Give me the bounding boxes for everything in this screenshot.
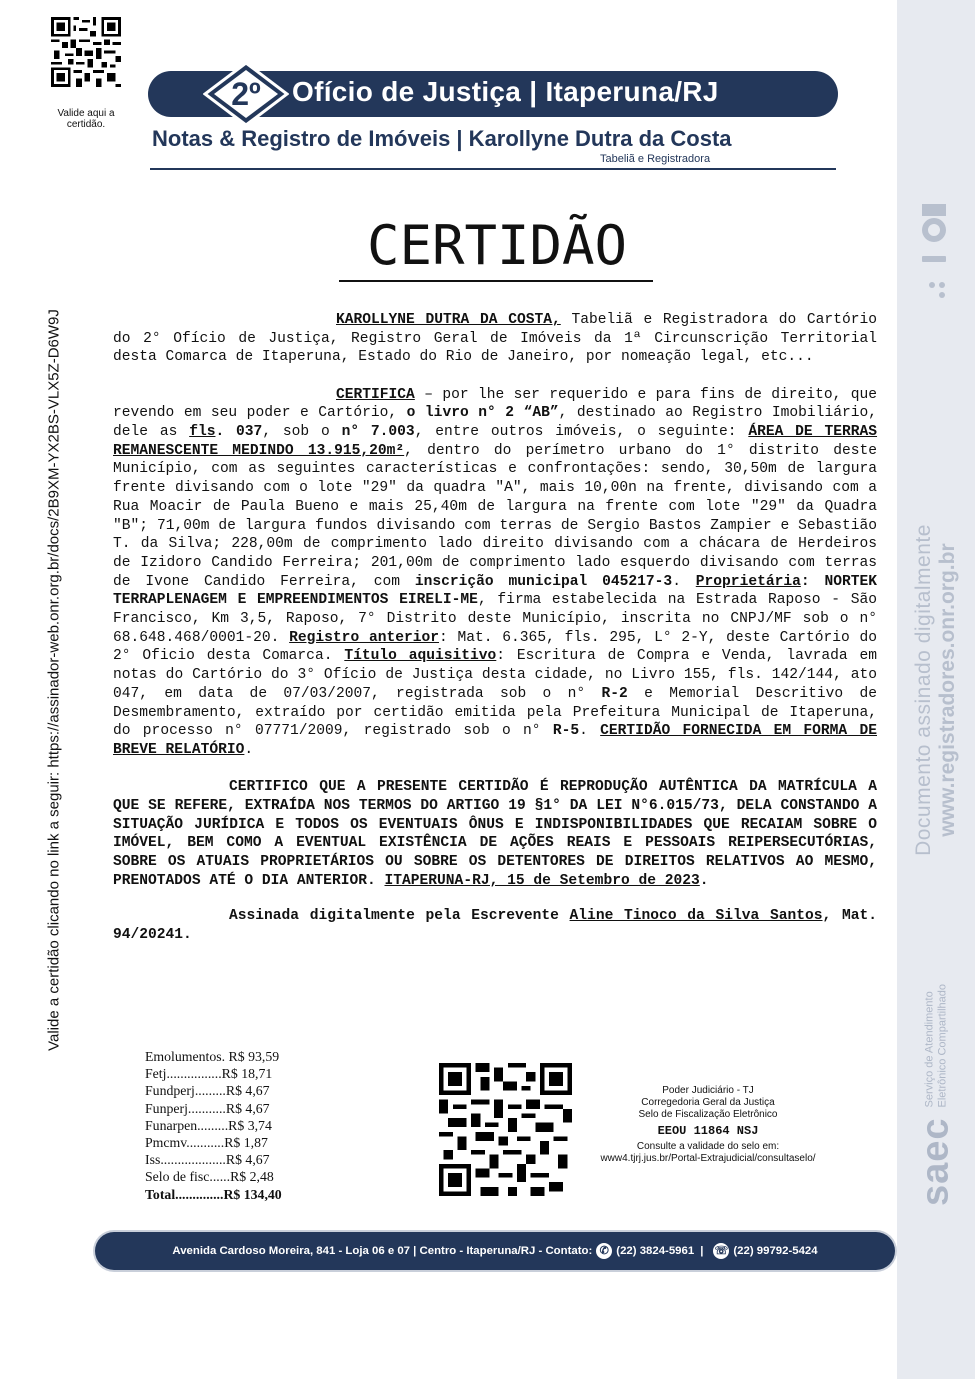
fee-label: Funperj........... [145, 1100, 226, 1116]
fee-value: R$ 2,48 [230, 1169, 274, 1185]
fee-value: R$ 18,71 [221, 1066, 273, 1082]
proprietaria-label: Proprietária [695, 573, 801, 590]
fee-row [145, 1100, 282, 1117]
fls-value: . 037 [215, 424, 263, 441]
header-divider [150, 168, 836, 170]
paragraph-intro [113, 311, 877, 367]
intro-text: Tabeliã e Registradora do Cartório do 2° Ofício de Justiça, Registro Geral de Imóveis da 1ª Circunscrição Territorial desta Comarca de Itaperuna, Estado do Rio de Janeiro, por nomeação legal, etc... [113, 312, 877, 366]
qr-caption: Valide aqui a certidão. [57, 108, 115, 130]
fee-label: Fundperj......... [145, 1083, 226, 1099]
text-span: : Mat. 6.365, fls. 295, L° 2-Y, deste Cartório do 2° Oficio desta Comarca. [113, 629, 877, 665]
footer-separator: | [700, 1245, 704, 1257]
qr-code-selo[interactable] [439, 1063, 572, 1196]
fee-label: Total.............. [145, 1186, 224, 1202]
fee-total-row [145, 1186, 282, 1203]
selo-code: EEOU 11864 NSJ [657, 1124, 759, 1138]
fee-value: R$ 3,74 [228, 1117, 272, 1133]
fee-label: Funarpen......... [145, 1117, 229, 1133]
selo-line3: Selo de Fiscalização Eletrônico [638, 1109, 778, 1120]
text-span: , sob o [262, 424, 342, 441]
fee-row [145, 1134, 282, 1151]
digital-signature-notice [912, 524, 960, 856]
certificate-body [113, 311, 877, 963]
breve-relatorio: CERTIDÃO FORNECIDA EM FORMA DE BREVE RELATÓRIO [113, 723, 877, 758]
titulo-aquisitivo-label: Título aquisitivo [344, 648, 497, 665]
document-title: CERTIDÃO [366, 214, 628, 277]
badge-text: 2º [231, 76, 261, 112]
certifico-text: CERTIFICO QUE A PRESENTE CERTIDÃO É REPRODUÇÃO AUTÊNTICA DA MATRÍCULA A QUE SE REFERE, EXTRAÍDA NOS TERMOS DO ARTIGO 19 §1° DA LEI N°6.015/73, DELA CONSTANDO A SITUAÇÃO JURÍDICA E TODOS OS EVENTUAIS ÔNUS E INDISPONIBILIDADES QUE RECAIAM SOBRE O IMÓVEL, BEM COMO A EVENTUAL EXISTÊNCIA DE AÇÕES REAIS E PESSOAIS REIPERSECUTÓRIAS, SOBRE OS ATUAIS PROPRIETÁRIOS OU SOBRE OS DETENTORES DE DIREITOS RELATIVOS AO MESMO, PRENOTADOS ATÉ O DIA ANTERIOR. [113, 779, 877, 889]
fee-row [145, 1065, 282, 1082]
owner-company: NORTEK TERRAPLENAGEM E EMPREENDIMENTOS EIRELI-ME [113, 573, 878, 609]
registrar-name: KAROLLYNE DUTRA DA COSTA, [336, 312, 561, 328]
fee-label: Fetj................ [145, 1066, 222, 1082]
registro-anterior-label: Registro anterior [289, 629, 440, 646]
saec-label: saec [914, 1117, 957, 1207]
fee-value: R$ 4,67 [225, 1100, 270, 1116]
footer-phone2[interactable]: (22) 99792-5424 [733, 1245, 818, 1257]
fee-row [145, 1151, 282, 1168]
onr-logo [898, 196, 974, 306]
digital-signature-line1: Documento assinado digitalmente [912, 524, 935, 856]
fee-value: R$ 4,67 [225, 1083, 270, 1099]
role-label: Tabeliã e Registradora [600, 153, 711, 165]
matricula-number: n° 7.003 [341, 424, 415, 441]
text-span: , entre outros imóveis, o seguinte: [414, 424, 749, 441]
phone-icon: ✆ [596, 1243, 612, 1259]
selo-info [580, 1085, 836, 1165]
selo-url[interactable]: www4.tjrj.jus.br/Portal-Extrajudicial/consultaselo/ [600, 1153, 816, 1164]
fee-row [145, 1048, 282, 1065]
selo-line1: Poder Judiciário - TJ [662, 1085, 754, 1096]
text-span: , destinado ao Registro Imobiliário, dele as [113, 405, 877, 441]
title-underline [339, 280, 653, 282]
saec-sub1: Serviço de Atendimento [923, 991, 935, 1108]
footer-address: Avenida Cardoso Moreira, 841 - Loja 06 e 07 | Centro - Itaperuna/RJ - Contato: [172, 1245, 593, 1257]
livro-ref: o livro n° 2 “AB” [406, 405, 559, 422]
area-description: ÁREA DE TERRAS REMANESCENTE MEDINDO 13.915,20m² [113, 424, 878, 459]
fee-value: R$ 93,59 [228, 1049, 280, 1064]
text-span: : Escritura de Compra e Venda, lavrada em notas do Cartório do 3° Ofício de Justiça desta cidade, no Livro 155, fls. 142/144, ato 047, em data de 07/03/2007, registrada sob o n° [113, 648, 877, 702]
paragraph-certifica [113, 386, 877, 760]
text-span: . [699, 872, 709, 889]
text-span: : [800, 573, 825, 590]
inscricao-municipal: inscrição municipal 045217-3 [414, 573, 673, 590]
paragraph-certifico [113, 778, 877, 890]
text-span: . [579, 723, 601, 740]
fee-label: Pmcmv........... [145, 1135, 225, 1151]
signatory-name: Aline Tinoco da Silva Santos [569, 907, 823, 924]
qr-code-validation[interactable] [51, 17, 121, 87]
fee-row [145, 1082, 282, 1099]
fee-label: Selo de fisc...... [145, 1169, 231, 1185]
text-span: , firma estabelecida na Estrada Raposo - São Francisco, Km 3,5, Raposo, 7° Distrito deste Município, inscrita no CNPJ/MF sob o n° 68.648.468/0001-20. [113, 592, 877, 646]
selo-line4: Consulte a validade do selo em: [636, 1141, 780, 1152]
saec-logo [915, 984, 958, 1206]
text-span: . [244, 741, 254, 758]
saec-sub2: Eletrônico Compartilhado [936, 983, 948, 1108]
signature-prefix: Assinada digitalmente pela Escrevente [229, 907, 570, 924]
digital-signature-url[interactable]: www.registradores.onr.org.br [936, 543, 959, 837]
fee-value: R$ 4,67 [225, 1152, 270, 1168]
signature-suffix: , Mat. 94/20241. [113, 907, 877, 943]
fee-row [145, 1168, 282, 1185]
office-subtitle: Notas & Registro de Imóveis | Karollyne Dutra da Costa [152, 126, 732, 151]
place-date: ITAPERUNA-RJ, 15 de Setembro de 2023 [384, 872, 700, 889]
footer-phone1[interactable]: (22) 3824-5961 [616, 1245, 695, 1257]
selo-line2: Corregedoria Geral da Justiça [641, 1097, 775, 1108]
fee-label: Emolumentos. [145, 1049, 229, 1064]
validation-link-text[interactable]: Valide a certidão clicando no link a seguir: https://assinador-web.onr.org.br/docs/2B9XM-YX2BS-VLX5Z-D6W9J [45, 309, 63, 1051]
fee-label: Iss................... [145, 1152, 226, 1168]
whatsapp-icon: ☏ [714, 1245, 729, 1257]
oficio-badge [203, 61, 289, 127]
certifica-label: CERTIFICA [336, 386, 415, 403]
office-title: Ofício de Justiça | Itaperuna/RJ [292, 76, 719, 107]
text-span: e Memorial Descritivo de Desmembramento, extraído por certidão emitida pela Prefeitura Municipal de Itaperuna, do processo n° 07771/2009, registrado sob o n° [113, 685, 877, 740]
text-span: – por lhe ser requerido e para fins de direito, que revendo em seu poder e Cartório, [113, 386, 877, 422]
registro-r5: R-5 [552, 723, 580, 740]
fee-total-value: R$ 134,40 [223, 1186, 282, 1202]
fee-value: R$ 1,87 [224, 1135, 268, 1151]
fee-row [145, 1117, 282, 1134]
text-span: , dentro do perímetro urbano do 1° distrito deste Município, com as seguintes características e confrontações: sendo, 30,50m de largura frente divisando com o lote "29" da quadra "A", mais 10,00n na frente, divisando com a Rua Moacir de Paula Bueno e mais 25,40m de largura na frente com lote "29" da Quadra "B"; 71,00m de largura fundos divisando com terras de Sergio Bastos Zampier e Sebastião T. da Silva; 228,00m de comprimento lado direito divisando com a chácara de Herdeiros de Izidoro Candido Ferreira; 201,00m de comprimento lado esquerdo divisando com terras de Ivone Candido Ferreira, com [113, 442, 877, 590]
fls-label: fls [189, 424, 216, 441]
signature-line [113, 907, 877, 944]
footer-contact [95, 1232, 895, 1270]
text-span: . [672, 573, 696, 590]
fees-table [145, 1048, 282, 1203]
registro-r2: R-2 [601, 685, 628, 702]
